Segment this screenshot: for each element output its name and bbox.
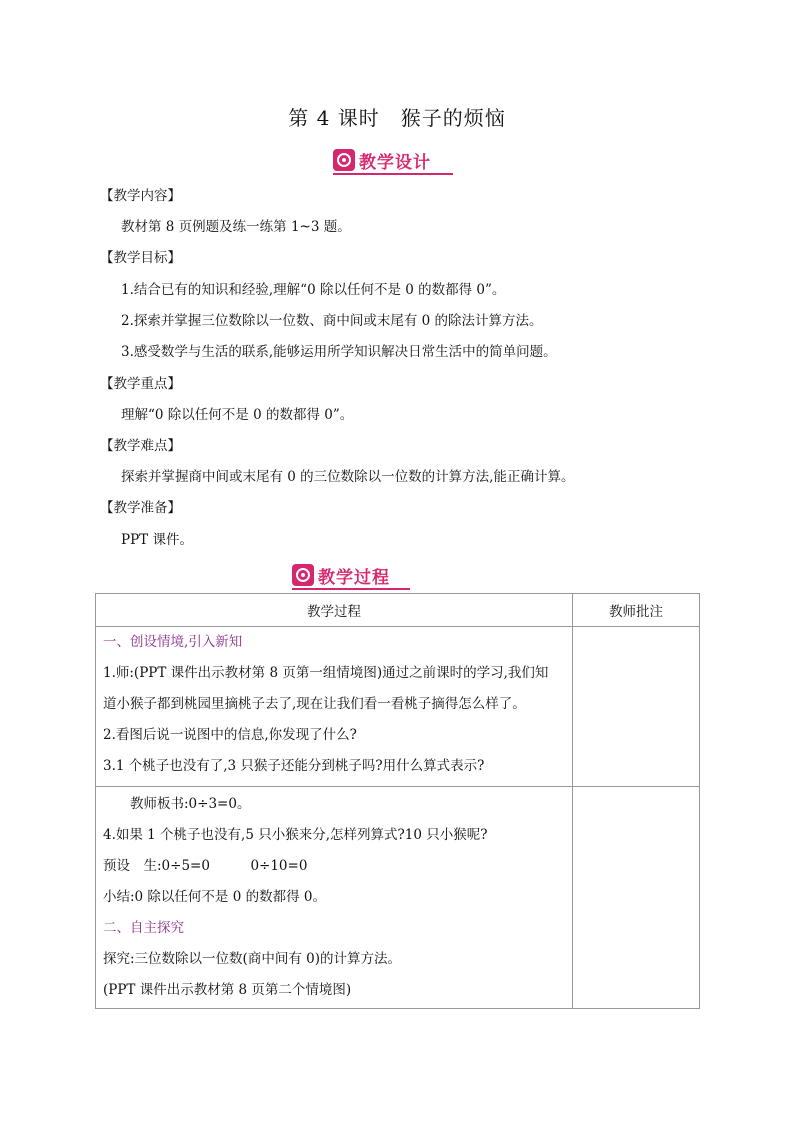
process-cell <box>96 787 573 1009</box>
goal-item: 1.结合已有的知识和经验,理解“0 除以任何不是 0 的数都得 0”。 <box>121 282 506 298</box>
banner-label: 教学设计 <box>359 152 431 173</box>
list-item: 2.看图后说一说图中的信息,你发现了什么? <box>103 727 357 743</box>
goal-item: 2.探索并掌握三位数除以一位数、商中间或末尾有 0 的除法计算方法。 <box>121 313 543 329</box>
prep-heading: 【教学准备】 <box>100 500 181 516</box>
swirl-logo-icon <box>333 149 355 171</box>
key-text: 理解“0 除以任何不是 0 的数都得 0”。 <box>121 407 354 423</box>
stage-heading: 二、自主探究 <box>103 920 184 936</box>
list-item: 1.师:(PPT 课件出示教材第 8 页第一组情境图)通过之前课时的学习,我们知 <box>103 665 549 681</box>
list-item: 道小猴子都到桃园里摘桃子去了,现在让我们看一看桃子摘得怎么样了。 <box>103 696 526 712</box>
key-heading: 【教学重点】 <box>100 376 181 392</box>
prep-text: PPT 课件。 <box>121 532 193 548</box>
swirl-logo-icon <box>292 564 314 586</box>
teaching-design-banner <box>333 148 431 172</box>
goal-item: 3.感受数学与生活的联系,能够运用所学知识解决日常生活中的简单问题。 <box>121 344 557 360</box>
list-item: 预设 生:0÷5=0 0÷10=0 <box>103 858 308 874</box>
goals-heading: 【教学目标】 <box>100 250 181 266</box>
notes-cell <box>573 627 700 787</box>
page-title: 第 4 课时 猴子的烦恼 <box>288 106 506 130</box>
difficulty-text: 探索并掌握商中间或末尾有 0 的三位数除以一位数的计算方法,能正确计算。 <box>121 469 575 485</box>
content-heading: 【教学内容】 <box>100 188 181 204</box>
table-row <box>96 787 700 1009</box>
list-item: 4.如果 1 个桃子也没有,5 只小猴来分,怎样列算式?10 只小猴呢? <box>103 827 488 843</box>
header-process: 教学过程 <box>96 594 573 627</box>
list-item: (PPT 课件出示教材第 8 页第二个情境图) <box>103 982 352 998</box>
list-item: 3.1 个桃子也没有了,3 只猴子还能分到桃子吗?用什么算式表示? <box>103 758 485 774</box>
notes-cell <box>573 787 700 1009</box>
process-cell <box>96 627 573 787</box>
difficulty-heading: 【教学难点】 <box>100 438 181 454</box>
banner-label: 教学过程 <box>318 567 390 588</box>
list-item: 小结:0 除以任何不是 0 的数都得 0。 <box>103 889 326 905</box>
teaching-process-banner <box>292 563 390 587</box>
process-table <box>95 593 700 1009</box>
content-text: 教材第 8 页例题及练一练第 1~3 题。 <box>121 219 351 235</box>
header-notes: 教师批注 <box>573 594 700 627</box>
stage-heading: 一、创设情境,引入新知 <box>103 634 243 650</box>
list-item: 教师板书:0÷3=0。 <box>130 796 251 812</box>
list-item: 探究:三位数除以一位数(商中间有 0)的计算方法。 <box>103 951 401 967</box>
table-header-row <box>96 594 700 627</box>
table-row <box>96 627 700 787</box>
